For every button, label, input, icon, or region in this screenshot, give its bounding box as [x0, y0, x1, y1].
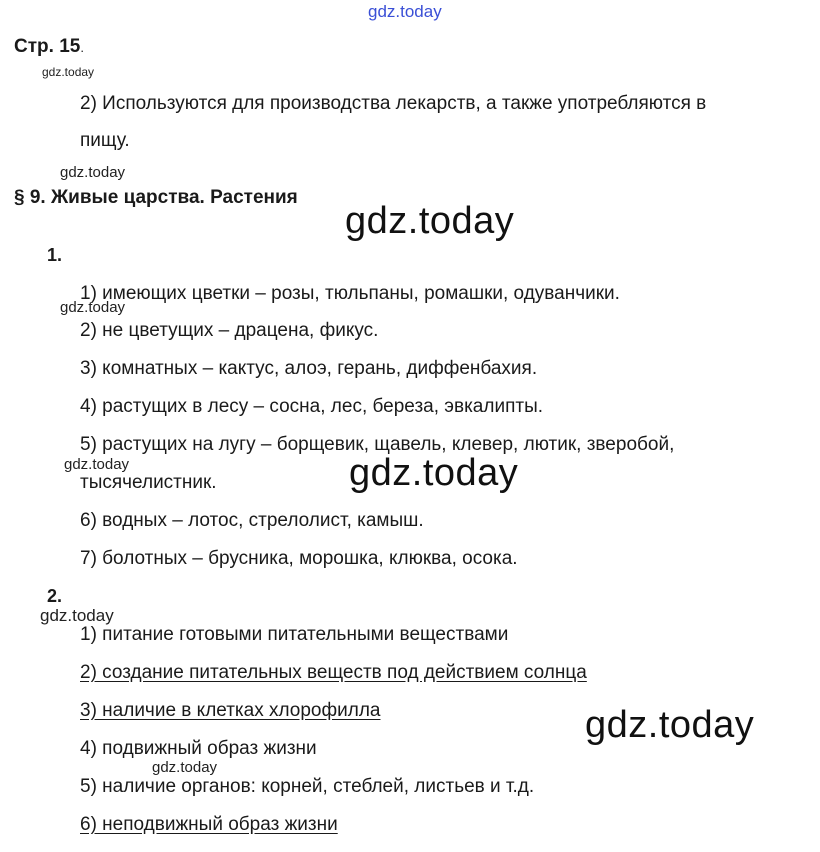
list-item: 4) растущих в лесу – сосна, лес, береза, эвкалипты.: [80, 396, 544, 417]
watermark-small: gdz.today: [60, 299, 126, 316]
answer-line: пищу.: [80, 130, 130, 151]
list-item-underlined: 3) наличие в клетках хлорофилла: [80, 700, 381, 721]
list-item: 3) комнатных – кактус, алоэ, герань, диффенбахия.: [80, 358, 538, 379]
watermark-large: gdz.today: [585, 704, 755, 746]
page-label: [14, 36, 84, 58]
task-number: 2.: [47, 586, 63, 606]
list-item: 1) питание готовыми питательными веществами: [80, 624, 509, 645]
list-item: 2) не цветущих – драцена, фикус.: [80, 320, 379, 341]
list-item: 6) водных – лотос, стрелолист, камыш.: [80, 510, 424, 531]
watermark-small: gdz.today: [60, 164, 126, 181]
list-item: 1) имеющих цветки – розы, тюльпаны, ромашки, одуванчики.: [80, 283, 620, 304]
watermark-large: gdz.today: [345, 200, 515, 242]
task-number: 1.: [47, 245, 63, 265]
page-label-text: Стр. 15: [14, 36, 81, 57]
watermark-small: gdz.today: [40, 606, 114, 625]
watermark-small: gdz.today: [152, 759, 218, 776]
list-item-underlined: 2) создание питательных веществ под действием солнца: [80, 662, 587, 683]
list-item: 5) наличие органов: корней, стеблей, листьев и т.д.: [80, 776, 535, 797]
section-title: § 9. Живые царства. Растения: [14, 187, 298, 208]
watermark-small: gdz.today: [42, 65, 95, 79]
watermark-large: gdz.today: [349, 452, 519, 494]
answer-line: 2) Используются для производства лекарств, а также употребляются в: [80, 93, 707, 114]
list-item: тысячелистник.: [80, 472, 217, 493]
watermark-small: gdz.today: [64, 456, 130, 473]
list-item-underlined: 6) неподвижный образ жизни: [80, 814, 338, 835]
list-item: 7) болотных – брусника, морошка, клюква, осока.: [80, 548, 518, 569]
list-item: 4) подвижный образ жизни: [80, 738, 317, 759]
page-label-dot: .: [80, 40, 84, 55]
list-item: 5) растущих на лугу – борщевик, щавель, клевер, лютик, зверобой,: [80, 434, 675, 455]
watermark-top: gdz.today: [368, 2, 442, 21]
